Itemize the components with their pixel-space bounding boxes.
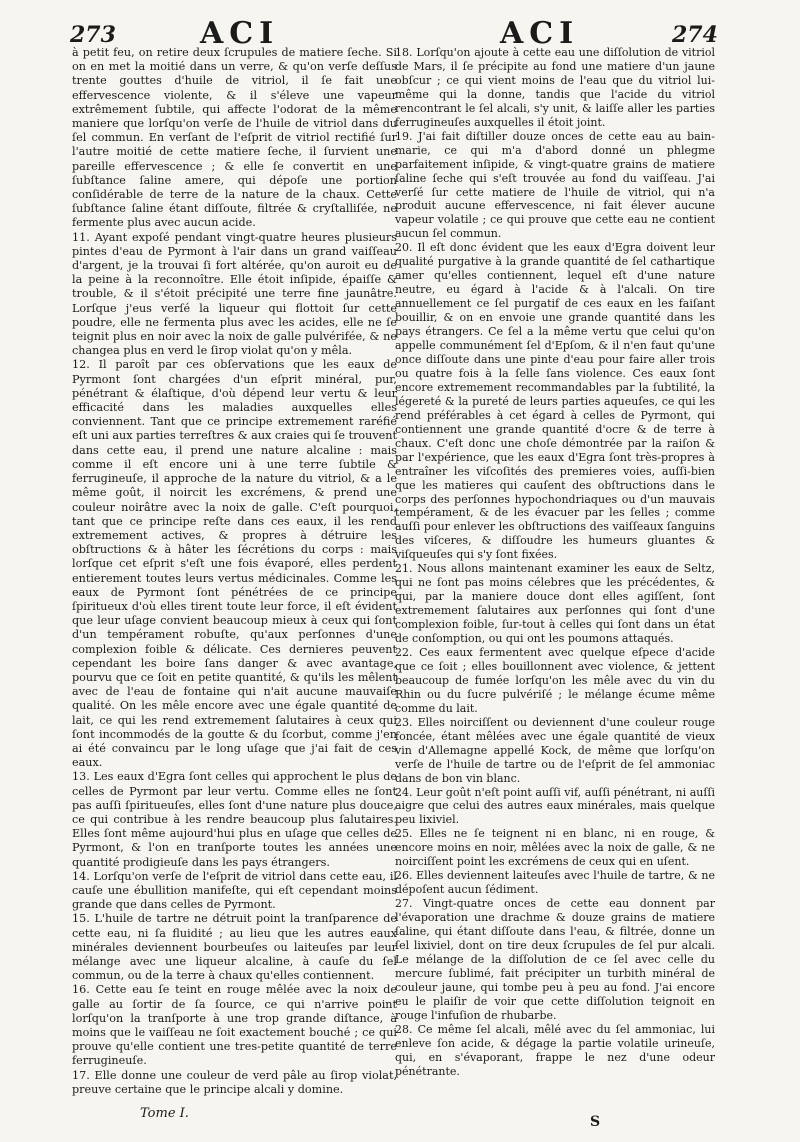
paragraph-number: 18. [395,46,413,59]
paragraph [72,983,397,1068]
paragraph-number: 19. [395,129,413,143]
paragraph-text: Nous allons maintenant examiner les eaux de Seltz, qui ne ſont pas moins célebres que les précédentes, & qui, par la maniere douce dont elles agiſſent, ſont extremement ſalutaires aux perſonnes qui ſont d'une complexion foible, ſur-tout à celles qui ſont dans un état de conſomption, ou qui ont les poumons attaqués. [395,562,715,646]
volume-label: Tome I. [140,1106,189,1121]
paragraph-number: 20. [395,241,413,255]
paragraph-number: 27. [395,897,413,911]
paragraph-number: 24. [395,785,413,799]
paragraph [395,46,715,130]
paragraph-text: J'ai fait diſtiller douze onces de cette eau au bain-marie, ce qui m'a d'abord donné un phlegme parfaitement inſipide, & vingt-quatre grains de matiere ſaline ſeche qui s'eſt trouvée au fond du vaiſſeau. J'ai verſé ſur cette matiere de l'huile de vitriol, qui n'a produit aucune effervescence, ni fait élever aucune vapeur volatile ; ce qui prouve que cette eau ne contient aucun ſel commun. [395,129,715,241]
paragraph [72,46,397,231]
paragraph [395,827,715,869]
paragraph-text: à petit feu, on retire deux ſcrupules de matiere ſeche. Si on en met la moitié dans un verre, & qu'on verſe deſſus trente gouttes d'huile de vitriol, il ſe fait une effervescence violente, & il s'éleve une vapeur extrêmement ſubtile, qui affecte l'odorat de la même maniere que lorſqu'on verſe de l'huile de vitriol dans du ſel commun. En verſant de l'eſprit de vitriol rectifié ſur l'autre moitié de cette matiere ſeche, il ſurvient une pareille effervescence ; & elle ſe convertit en une ſubſtance ſaline amere, qui dépoſe une portion conſidérable de terre de la nature de la chaux. Cette ſubſtance ſaline étant diſſoute, filtrée & cryſtalliſée, ne fermente plus avec aucun acide. [72,46,397,230]
left-page-number: 273 [70,22,116,48]
paragraph-text: Elles noirciſſent ou deviennent d'une couleur rouge foncée, étant mêlées avec une égale quantité de vieux vin d'Allemagne appellé Kock, de même que lorſqu'on verſe de l'huile de tartre ou de l'eſprit de ſel ammoniac dans de bon vin blanc. [395,715,716,785]
paragraph [395,786,715,828]
paragraph-text: Elle donne une couleur de verd pâle au ſirop violat, preuve certaine que le principe alcali y domine. [72,1068,397,1096]
paragraph-text: Les eaux d'Egra ſont celles qui approchent le plus de celles de Pyrmont par leur vertu. Comme elles ne ſont pas auſſi ſpiritueuſes, elles ſont d'une nature plus douce, ce qui contribue à les rendre beaucoup plus ſalutaires. Elles ſont même aujourd'hui plus en uſage que celles de Pyrmont, & l'on en tranſporte toutes les années une quantité prodigieuſe dans les pays étrangers. [72,770,397,869]
paragraph-text: Il paroît par ces obſervations que les eaux de Pyrmont ſont chargées d'un eſprit minéral, pur, pénétrant & élaſtique, d'où dépend leur vertu & leur efficacité dans les maladies auxquelles elles conviennent. Tant que ce principe extremement raréfié eſt uni aux parties terreſtres & aux craies qui ſe trouvent dans cette eau, il prend une nature alcaline : mais comme il eſt encore uni à une terre ſubtile & ferrugineuſe, il approche de la nature du vitriol, & a le même goût, il noircit les excrémens, & prend une couleur noirâtre avec la noix de galle. C'eſt pourquoi, tant que ce principe reſte dans ces eaux, il les rend extremement actives, & propres à détruire les obſtructions & à hâter les ſécrétions du corps : mais lorſque cet eſprit s'eſt une fois évaporé, elles perdent entierement toutes leurs vertus médicinales. Comme les eaux de Pyrmont ſont pénétrées de ce principe ſpiritueux d'où elles tirent toute leur force, il eſt évident que leur uſage convient beaucoup mieux à ceux qui ſont d'un tempérament robuſte, qu'aux perſonnes d'une complexion foible & délicate. Ces dernieres peuvent cependant les boire ſans danger & avec avantage, pourvu que ce ſoit en petite quantité, & qu'ils les mêlent avec de l'eau de fontaine qui n'ait aucune mauvaiſe qualité. On les mêle encore avec une égale quantité de lait, ce qui les rend extremement ſalutaires à ceux qui ſont incommodés de la goutte & du ſcorbut, comme j'en ai été convaincu par le long uſage que j'ai fait de ces eaux. [72,358,397,770]
left-running-title: ACI [200,16,280,51]
paragraph [395,716,715,786]
right-running-title: ACI [500,16,580,51]
paragraph [395,897,715,1023]
paragraph-text: Ce même ſel alcali, mêlé avec du ſel ammoniac, lui enleve ſon acide, & dégage la partie volatile urineuſe, qui, en s'évaporant, frappe le nez d'une odeur pénétrante. [395,1022,716,1078]
paragraph-number: 22. [395,645,413,659]
paragraph-text: Lorſqu'on ajoute à cette eau une diſſolution de vitriol de Mars, il ſe précipite au fond une matiere d'un jaune obſcur ; ce qui vient moins de l'eau que du vitriol lui-même qui la donne, tandis que l'acide du vitriol rencontrant le ſel alcali, s'y unit, & laiſſe aller les parties ferrugineuſes auxquelles il étoit joint. [395,46,716,129]
paragraph-text: Cette eau ſe teint en rouge mêlée avec la noix de galle au ſortir de ſa ſource, ce qui n'arrive point lorſqu'on la tranſporte à une trop grande diſtance, à moins que le vaiſſeau ne ſoit exactement bouché ; ce qui prouve qu'elle contient une tres-petite quantité de terre ferrugineuſe. [72,983,397,1068]
paragraph-text: Ces eaux fermentent avec quelque eſpece d'acide que ce ſoit ; elles bouillonnent avec violence, & jettent beaucoup de fumée lorſqu'on les mêle avec du vin du Rhin ou du ſucre pulvériſé ; le mélange écume même comme du lait. [395,645,715,715]
paragraph-number: 12. [72,358,90,372]
paragraph-number: 21. [395,562,413,576]
paragraph-text: Lorſqu'on verſe de l'eſprit de vitriol dans cette eau, il cauſe une ébullition manifeſte, qui eſt cependant moins grande que dans celles de Pyrmont. [72,869,397,912]
paragraph [395,562,715,646]
paragraph-text: Elles deviennent laiteuſes avec l'huile de tartre, & ne dépoſent aucun ſédiment. [395,869,715,897]
paragraph-text: Ayant expoſé pendant vingt-quatre heures plusieurs pintes d'eau de Pyrmont à l'air dans un grand vaiſſeau d'argent, je la trouvai ſi fort altérée, qu'on auroit eu de la peine à la reconnoître. Elle étoit inſipide, épaiſſe & trouble, & il s'étoit précipité une terre fine jaunâtre. Lorſque j'eus verſé la liqueur qui flottoit ſur cette poudre, elle ne fermenta plus avec les acides, elle ne ſe teignit plus en noir avec la noix de galle pulvérifée, & ne changea plus en verd le ſirop violat qu'on y mêla. [72,230,397,358]
paragraph-number: 15. [72,912,90,926]
paragraph-number: 16. [72,983,90,997]
paragraph [72,358,397,770]
right-text-column [395,46,715,1079]
paragraph [395,646,715,716]
paragraph-text: L'huile de tartre ne détruit point la tranſparence de cette eau, ni ſa fluidité ; au lieu que les autres eaux minérales deviennent bourbeuſes ou laiteuſes par leur mélange avec une liqueur alcaline, à cauſe du ſel commun, ou de la terre à chaux qu'elles contiennent. [72,912,398,983]
paragraph [395,869,715,897]
paragraph [395,241,715,562]
paragraph-number: 11. [72,230,90,244]
paragraph [72,870,397,913]
paragraph-number: 26. [395,869,413,883]
left-text-column [72,46,397,1097]
paragraph-text: Vingt-quatre onces de cette eau donnent par l'évaporation une drachme & douze grains de matiere ſaline, qui étant diſſoute dans l'eau, & filtrée, donne un ſel lixiviel, dont on tire deux ſcrupules de ſel pur alcali. Le mélange de la diſſolution de ce ſel avec celle du mercure ſublimé, fait précipiter un turbith minéral de couleur jaune, qui tombe peu à peu au fond. J'ai encore eu le plaiſir de voir que cette diſſolution teignoit en rouge l'infuſion de rhubarbe. [395,897,716,1022]
paragraph [72,912,397,983]
paragraph [72,1069,397,1097]
paragraph [395,1023,715,1079]
paragraph-number: 25. [395,827,413,841]
paragraph-number: 17. [72,1068,90,1082]
signature-mark: S [590,1114,601,1130]
paragraph-number: 28. [395,1022,413,1036]
paragraph-text: Il eſt donc évident que les eaux d'Egra doivent leur qualité purgative à la grande quantité de ſel cathartique amer qu'elles contiennent, lequel eſt d'une nature neutre, eu égard à l'acide & à l'alcali. On tire annuellement ce ſel purgatif de ces eaux en les faiſant bouillir, & on en envoie une grande quantité dans les pays étrangers. Ce ſel a la même vertu que celui qu'on appelle communément ſel d'Epſom, & il n'en faut qu'une once diſſoute dans une pinte d'eau pour faire aller trois ou quatre fois à la ſelle ſans violence. Ces eaux ſont encore extremement recommandables par la ſubtilité, la légereté & la pureté de leurs parties aqueuſes, ce qui les rend préférables à cet égard à celles de Pyrmont, qui contiennent une grande quantité d'ocre & de terre à chaux. C'eſt donc une choſe démontrée par la raiſon & par l'expérience, que les eaux d'Egra ſont très-propres à entraîner les viſcoſités des premieres voies, auſſi-bien que les matieres qui cauſent des obſtructions dans le corps des perſonnes hypochondriaques ou d'un mauvais tempérament, & de les évacuer par les ſelles ; comme auſſi pour enlever les obſtructions des vaiſſeaux ſanguins des viſceres, & diſſoudre les humeurs gluantes & viſqueuſes qui s'y ſont fixées. [395,241,715,562]
paragraph [395,130,715,242]
right-page-number: 274 [672,22,718,48]
paragraph-number: 23. [395,715,413,729]
paragraph-text: Leur goût n'eſt point auſſi vif, auſſi pénétrant, ni auſſi aigre que celui des autres eaux minérales, mais quelque peu lixiviel. [395,785,715,827]
paragraph-number: 14. [72,869,90,883]
paragraph-text: Elles ne ſe teignent ni en blanc, ni en rouge, & encore moins en noir, mêlées avec la noix de galle, & ne noirciſſent point les excrémens de ceux qui en uſent. [395,827,715,869]
paragraph-number: 13. [72,770,90,784]
paragraph [72,770,397,869]
paragraph [72,231,397,359]
